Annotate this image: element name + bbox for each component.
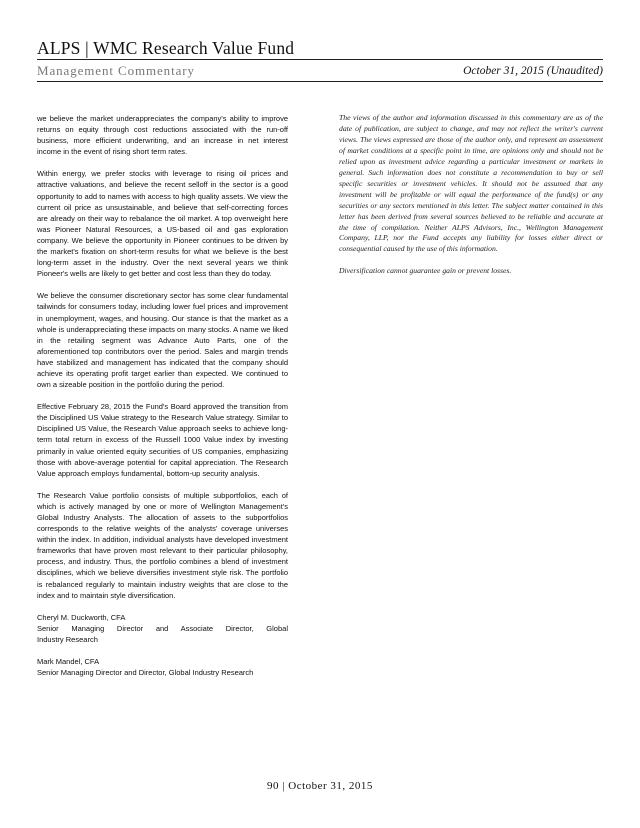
document-subtitle: Management Commentary — [37, 63, 195, 78]
signatory-name: Cheryl M. Duckworth, CFA — [37, 612, 126, 622]
signature-block — [37, 612, 288, 645]
diversification-note: Diversification cannot guarantee gain or prevent losses. — [339, 265, 512, 275]
report-date: October 31, 2015 (Unaudited) — [463, 65, 603, 77]
commentary-paragraph: We believe the consumer discretionary sector has some clear fundamental tailwinds for consumers today, including lower fuel prices and improvement in unemployment, wages, and housing. Our stance is that the market as a whole is underappreciating these impacts on many stocks. A name we liked in the retailing segment was Advance Auto Parts, one of the aforementioned top contributors over the period. Sales and margin trends have stabilized and management has indicated that the company should achieve its operating profit target earlier than expected. We continued to own a sizeable position in the portfolio during the period. — [37, 291, 288, 390]
commentary-paragraph: we believe the market underappreciates the company's ability to improve returns on equity through cost reductions associated with the run-off business, more efficient underwriting, and an increase in net interest income in the event of rising short term rates. — [37, 114, 288, 157]
header-rule-top — [37, 59, 603, 60]
disclaimer-paragraph: The views of the author and information discussed in this commentary are as of the date of publication, are subject to change, and may not reflect the writer's current views. The views expressed are those of the author only, and represent an assessment of market conditions at a specific point in time, are opinions only and should not be relied upon as investment advice regarding a particular investment or markets in general. Such information does not constitute a recommendation to buy or sell specific securities or investment vehicles. It should not be assumed that any investment will be profitable or will equal the performance of the fund(s) or any securities or any sectors mentioned in this letter. The subject matter contained in this letter has been derived from several sources believed to be reliable and accurate at the time of compilation. Neither ALPS Advisors, Inc., Wellington Management Company, LLP, nor the Fund accepts any liability for losses either direct or consequential caused by the use of this information. — [339, 113, 603, 254]
document-title: ALPS | WMC Research Value Fund — [37, 38, 295, 58]
signatory-title: Senior Managing Director and Associate Director, Global — [37, 623, 288, 633]
signatory-title: Senior Managing Director and Director, Global Industry Research — [37, 668, 254, 678]
signatory-name: Mark Mandel, CFA — [37, 657, 100, 667]
commentary-paragraph: The Research Value portfolio consists of multiple subportfolios, each of which is actively managed by one or more of Wellington Management's Global Industry Analysts. The allocation of assets to the subportfolios corresponds to the relative weights of the analysts' coverage universes within the index. In addition, individual analysts have developed investment frameworks that have proven most relevant to their particular philosophy, process, and industry. Thus, the portfolio combines a blend of investment disciplines, which we believe diversifies investment style risk. The portfolio is rebalanced regularly to maintain industry weights that are close to the index and to maintain style diversification. — [37, 490, 288, 600]
disclaimer-column — [339, 113, 603, 287]
header-rule-bottom — [37, 81, 603, 82]
page-footer: 90 | October 31, 2015 — [267, 780, 373, 792]
commentary-column — [37, 113, 288, 689]
signature-block — [37, 656, 288, 678]
commentary-paragraph: Within energy, we prefer stocks with leverage to rising oil prices and attractive valuations, and believe the recent selloff in the sector is a good opportunity to add to names with access to high quality assets. We view the current oil price as unsustainable, and believe that self-correcting forces are already on their way to rebalance the oil market. A top overweight here was Pioneer Natural Resources, a US-based oil and gas exploration company. We believe the opportunity in Pioneer continues to be driven by the market's fixation on short-term results for what we believe is the best long-term asset in the industry. Over the next several years we think Pioneer's wells are likely to get better and cost less than they do today. — [37, 169, 288, 279]
commentary-paragraph: Effective February 28, 2015 the Fund's Board approved the transition from the Disciplined US Value strategy to the Research Value strategy. Similar to Disciplined US Value, the Research Value approach seeks to achieve long-term total return in excess of the Russell 1000 Value index by investing primarily in value oriented equity securities of US companies, emphasizing those with above-average potential for capital appreciation. The Research Value approach employs fundamental, bottom-up security analysis. — [37, 402, 288, 478]
signatory-title-continued: Industry Research — [37, 634, 98, 644]
